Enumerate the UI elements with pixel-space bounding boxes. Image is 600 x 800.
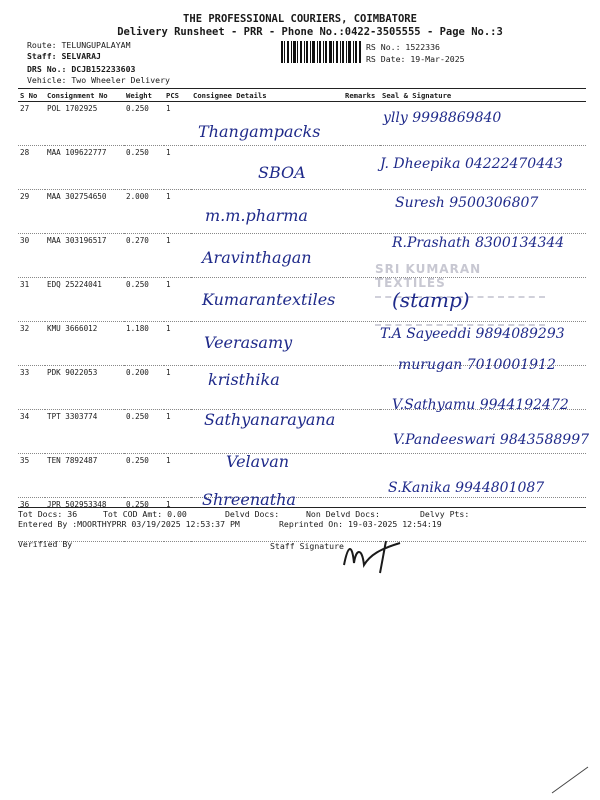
- signature-handwriting: V.Pandeeswari 9843588997: [393, 432, 590, 448]
- consignee-handwriting: SBOA: [258, 163, 306, 182]
- signature-handwriting: V.Sathyamu 9944192472: [392, 397, 569, 413]
- row-consignment: MAA 302754650: [45, 190, 124, 234]
- row-sno: 34: [18, 410, 45, 454]
- staff-signature-scribble: [340, 535, 410, 575]
- col-weight: Weight: [124, 89, 164, 102]
- consignee-handwriting: Veerasamy: [204, 333, 293, 352]
- row-sno: 30: [18, 234, 45, 278]
- row-sno: 33: [18, 366, 45, 410]
- runsheet-title: Delivery Runsheet - PRR - Phone No.:0422-3505555 - Page No.:3: [117, 26, 503, 38]
- signature-handwriting: murugan 7010001912: [398, 357, 556, 373]
- stamp-text: SRI KUMARAN TEXTILES: [375, 262, 482, 290]
- row-pcs: 1: [164, 322, 191, 366]
- total-cod: Tot COD Amt: 0.00: [103, 509, 187, 519]
- staff-signature-label: Staff Signature: [270, 541, 344, 551]
- col-sno: S No: [18, 89, 45, 102]
- delivery-points: Delvy Pts:: [420, 509, 470, 519]
- route-label: Route: TELUNGUPALAYAM: [27, 40, 131, 50]
- drs-number: DRS No.: DCJB152233603: [27, 64, 136, 74]
- row-consignment: TEN 7892487: [45, 454, 124, 498]
- consignee-handwriting: m.m.pharma: [205, 206, 308, 225]
- row-pcs: 1: [164, 498, 191, 542]
- vehicle-label: Vehicle: Two Wheeler Delivery: [27, 75, 170, 85]
- row-pcs: 1: [164, 234, 191, 278]
- row-weight: 1.180: [124, 322, 164, 366]
- consignee-handwriting: Sathyanarayana: [204, 410, 336, 429]
- barcode: [281, 41, 361, 63]
- row-pcs: 1: [164, 102, 191, 146]
- reprinted-on: Reprinted On: 19-03-2025 12:54:19: [279, 519, 442, 529]
- row-consignment: PDK 9022053: [45, 366, 124, 410]
- row-pcs: 1: [164, 454, 191, 498]
- col-signature: Seal & Signature: [380, 89, 586, 102]
- row-sno: 32: [18, 322, 45, 366]
- row-weight: 0.250: [124, 102, 164, 146]
- row-sno: 35: [18, 454, 45, 498]
- row-weight: 0.250: [124, 454, 164, 498]
- verified-by: Verified By: [18, 539, 73, 549]
- company-name: THE PROFESSIONAL COURIERS, COIMBATORE: [183, 13, 417, 25]
- signature-handwriting: S.Kanika 9944801087: [388, 480, 545, 496]
- signature-handwriting: ylly 9998869840: [383, 110, 502, 126]
- consignee-handwriting: Kumarantextiles: [202, 290, 336, 309]
- row-pcs: 1: [164, 410, 191, 454]
- consignee-handwriting: Shreenatha: [202, 490, 296, 509]
- row-sno: 36: [18, 498, 45, 542]
- row-consignment: POL 1702925: [45, 102, 124, 146]
- row-consignment: MAA 303196517: [45, 234, 124, 278]
- rs-number: RS No.: 1522336: [366, 42, 440, 52]
- row-pcs: 1: [164, 190, 191, 234]
- row-pcs: 1: [164, 146, 191, 190]
- signature-handwriting: Suresh 9500306807: [395, 195, 539, 211]
- entered-by: Entered By :MOORTHYPRR 03/19/2025 12:53:37 PM: [18, 519, 240, 529]
- total-docs: Tot Docs: 36: [18, 509, 78, 519]
- non-delivered-docs: Non Delvd Docs:: [306, 509, 380, 519]
- row-sno: 28: [18, 146, 45, 190]
- corner-mark: [550, 765, 590, 795]
- signature-handwriting: (stamp): [392, 288, 470, 312]
- row-weight: 0.250: [124, 498, 164, 542]
- row-weight: 0.250: [124, 146, 164, 190]
- consignee-handwriting: kristhika: [208, 370, 280, 389]
- rs-date: RS Date: 19-Mar-2025: [366, 54, 465, 64]
- footer-divider: [18, 507, 586, 508]
- col-consignee: Consignee Details: [191, 89, 343, 102]
- row-sno: 29: [18, 190, 45, 234]
- row-sno: 31: [18, 278, 45, 322]
- signature-handwriting: T.A Sayeeddi 9894089293: [380, 326, 565, 342]
- row-consignment: EDQ 25224041: [45, 278, 124, 322]
- signature-handwriting: J. Dheepika 04222470443: [380, 156, 563, 172]
- signature-handwriting: R.Prashath 8300134344: [392, 235, 565, 251]
- row-weight: 0.270: [124, 234, 164, 278]
- row-consignment: KMU 3666012: [45, 322, 124, 366]
- col-consignment: Consignment No: [45, 89, 124, 102]
- row-weight: 0.250: [124, 278, 164, 322]
- row-pcs: 1: [164, 366, 191, 410]
- row-consignment: JPR 502953348: [45, 498, 124, 542]
- consignee-handwriting: Aravinthagan: [202, 248, 312, 267]
- consignee-handwriting: Velavan: [226, 452, 290, 471]
- row-weight: 0.200: [124, 366, 164, 410]
- row-consignment: TPT 3303774: [45, 410, 124, 454]
- row-consignment: MAA 109622777: [45, 146, 124, 190]
- col-remarks: Remarks: [343, 89, 380, 102]
- col-pcs: PCS: [164, 89, 191, 102]
- staff-label: Staff: SELVARAJ: [27, 51, 101, 61]
- table-header-row: [18, 89, 586, 102]
- row-weight: 2.000: [124, 190, 164, 234]
- row-weight: 0.250: [124, 410, 164, 454]
- row-sno: 27: [18, 102, 45, 146]
- consignee-handwriting: Thangampacks: [198, 122, 321, 141]
- delivered-docs: Delvd Docs:: [225, 509, 280, 519]
- row-pcs: 1: [164, 278, 191, 322]
